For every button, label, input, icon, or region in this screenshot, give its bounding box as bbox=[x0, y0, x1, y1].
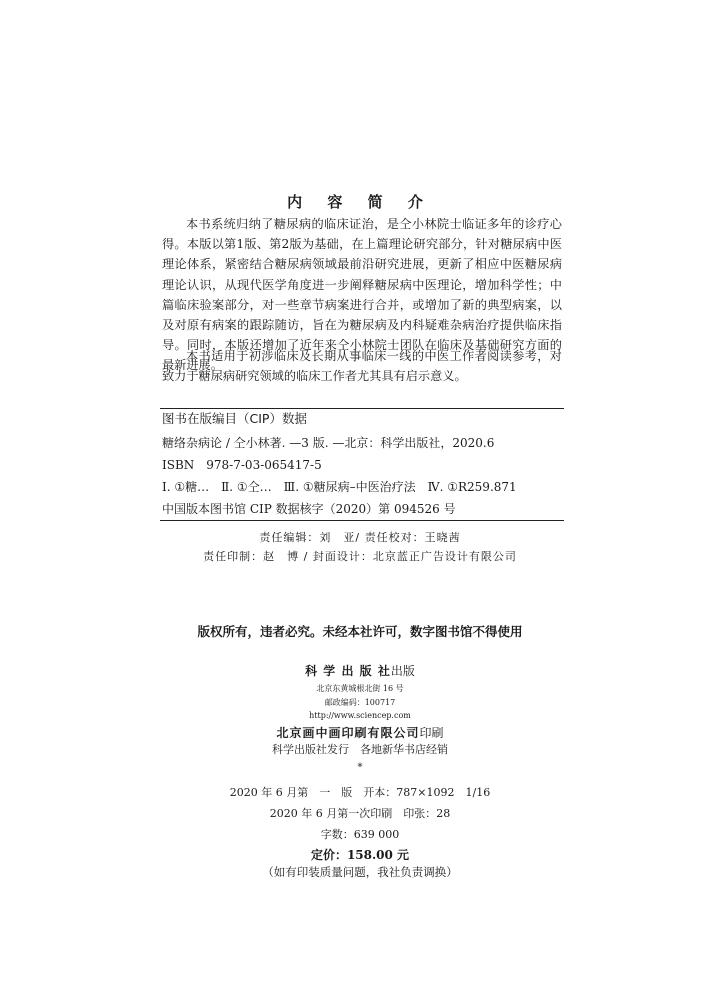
publisher-postcode: 邮政编码：100717 bbox=[324, 698, 396, 707]
cip-line-record: 中国版本图书馆 CIP 数据核字（2020）第 094526 号 bbox=[162, 502, 456, 516]
copyright-notice: 版权所有，违者必究。未经本社许可，数字图书馆不得使用 bbox=[197, 624, 523, 639]
summary-paragraph-1: 本书系统归纳了糖尿病的临床证治，是仝小林院士临证多年的诊疗心得。本版以第1版、第2版为基础，在上篇理论研究部分，针对糖尿病中医理论体系，紧密结合糖尿病领域最前沿研究进展，更新了相应中医糖尿病理论认识，从现代医学角度进一步阐释糖尿病中医理论，增加科学性；中篇临床验案部分，对一些章节病案进行合并，或增加了新的典型病案，以及对原有病案的跟踪随访，旨在为糖尿病及内科疑难杂病治疗提供临床指导。同时，本版还增加了近年来仝小林院士团队在临床及基础研究方面的最新进展。 bbox=[162, 217, 562, 373]
distribution-line: 科学出版社发行 各地新华书店经销 bbox=[272, 743, 448, 756]
separator-star: * bbox=[357, 762, 363, 773]
price-label: 定价： bbox=[310, 848, 347, 862]
quality-note: （如有印装质量问题，我社负责调换） bbox=[262, 865, 458, 879]
credits-editors: 责任编辑：刘 亚/ 责任校对：王晓茜 bbox=[259, 531, 461, 544]
publisher-suffix: 出版 bbox=[390, 664, 415, 678]
printer-suffix: 印刷 bbox=[419, 726, 444, 740]
publisher-line bbox=[0, 660, 720, 679]
summary-paragraph-2: 本书适用于初涉临床及长期从事临床一线的中医工作者阅读参考，对致力于糖尿病研究领域的临床工作者尤其具有启示意义。 bbox=[162, 349, 562, 384]
cip-line-classification: Ⅰ. ①糖… Ⅱ. ①仝… Ⅲ. ①糖尿病–中医治疗法 Ⅳ. ①R259.871 bbox=[162, 480, 517, 494]
publisher-name: 科 学 出 版 社 bbox=[305, 664, 391, 678]
printing-line: 2020 年 6 月第一次印刷 印张：28 bbox=[269, 807, 451, 820]
cip-heading: 图书在版编目（CIP）数据 bbox=[162, 411, 307, 426]
edition-line: 2020 年 6 月第 一 版 开本：787×1092 1/16 bbox=[229, 786, 491, 799]
cip-top-rule bbox=[160, 408, 564, 409]
price-line bbox=[0, 844, 720, 863]
printer-name: 北京画中画印刷有限公司 bbox=[276, 726, 420, 740]
publisher-website: http://www.sciencep.com bbox=[309, 711, 411, 720]
price-value: 158.00 元 bbox=[346, 848, 410, 862]
credits-printing: 责任印制：赵 博 / 封面设计：北京蓝正广告设计有限公司 bbox=[203, 550, 517, 563]
printer-line bbox=[0, 722, 720, 741]
cip-line-isbn: ISBN 978-7-03-065417-5 bbox=[162, 458, 322, 472]
summary-heading: 内 容 简 介 bbox=[287, 193, 433, 211]
word-count: 字数：639 000 bbox=[320, 828, 400, 841]
publisher-address: 北京东黄城根北街 16 号 bbox=[316, 684, 404, 693]
cip-line-title: 糖络杂病论 / 仝小林著. —3 版. —北京：科学出版社，2020.6 bbox=[162, 436, 495, 450]
cip-bottom-rule bbox=[160, 520, 564, 521]
